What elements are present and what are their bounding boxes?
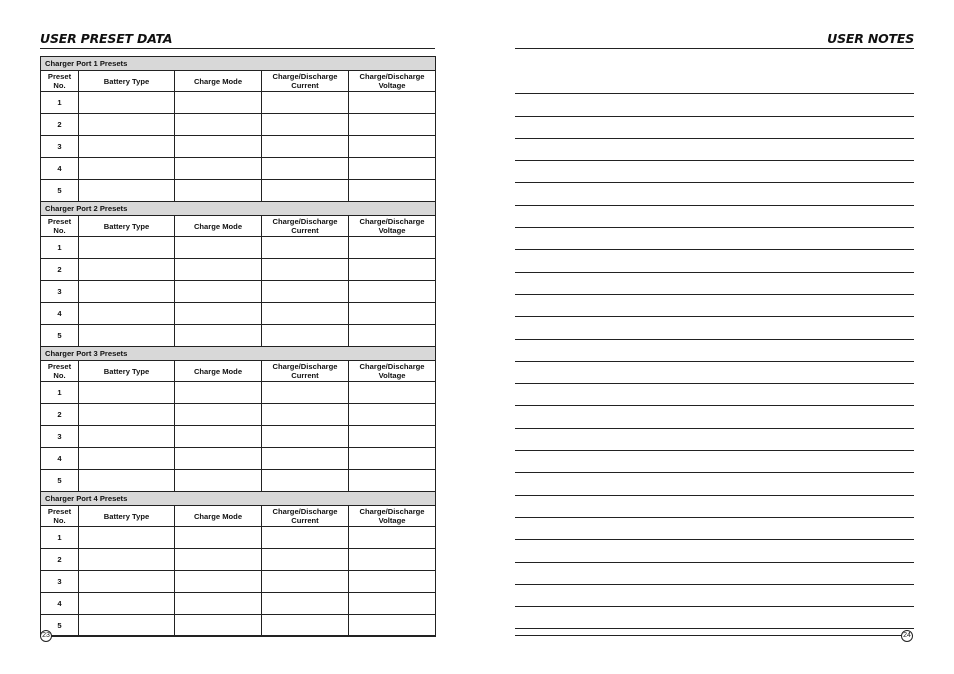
note-line bbox=[515, 384, 914, 406]
page-number: 23 bbox=[40, 630, 52, 642]
blank-entry-cell bbox=[349, 92, 436, 114]
table-row bbox=[41, 259, 436, 281]
column-header: Preset No. bbox=[41, 361, 79, 382]
note-line bbox=[515, 585, 914, 607]
blank-entry-cell bbox=[262, 593, 349, 615]
blank-entry-cell bbox=[79, 448, 175, 470]
section-title: Charger Port 2 Presets bbox=[41, 202, 436, 216]
blank-entry-cell bbox=[79, 527, 175, 549]
blank-entry-cell bbox=[349, 136, 436, 158]
note-line bbox=[515, 340, 914, 362]
preset-number: 5 bbox=[41, 615, 79, 637]
blank-entry-cell bbox=[349, 404, 436, 426]
column-header: Preset No. bbox=[41, 506, 79, 527]
blank-entry-cell bbox=[262, 527, 349, 549]
blank-entry-cell bbox=[79, 92, 175, 114]
preset-number: 5 bbox=[41, 325, 79, 347]
right-page bbox=[515, 30, 914, 650]
blank-entry-cell bbox=[175, 325, 262, 347]
page-title-user-preset-data: USER PRESET DATA bbox=[40, 30, 435, 49]
blank-entry-cell bbox=[262, 92, 349, 114]
blank-entry-cell bbox=[262, 382, 349, 404]
blank-entry-cell bbox=[79, 404, 175, 426]
column-header: Preset No. bbox=[41, 216, 79, 237]
blank-entry-cell bbox=[349, 470, 436, 492]
table-row bbox=[41, 281, 436, 303]
blank-entry-cell bbox=[79, 180, 175, 202]
note-line bbox=[515, 139, 914, 161]
blank-entry-cell bbox=[349, 615, 436, 637]
blank-entry-cell bbox=[79, 259, 175, 281]
blank-entry-cell bbox=[175, 382, 262, 404]
column-header-row bbox=[41, 506, 436, 527]
column-header: Charge/Discharge Voltage bbox=[349, 361, 436, 382]
blank-entry-cell bbox=[79, 303, 175, 325]
blank-entry-cell bbox=[175, 448, 262, 470]
table-row bbox=[41, 158, 436, 180]
column-header: Preset No. bbox=[41, 71, 79, 92]
column-header: Charge Mode bbox=[175, 506, 262, 527]
section-title: Charger Port 3 Presets bbox=[41, 347, 436, 361]
footer-rule bbox=[52, 635, 435, 636]
note-line bbox=[515, 295, 914, 317]
table-row bbox=[41, 593, 436, 615]
table-row bbox=[41, 571, 436, 593]
blank-entry-cell bbox=[79, 158, 175, 180]
blank-entry-cell bbox=[262, 237, 349, 259]
blank-entry-cell bbox=[79, 615, 175, 637]
section-header-row bbox=[41, 202, 436, 216]
blank-entry-cell bbox=[175, 593, 262, 615]
table-row bbox=[41, 470, 436, 492]
blank-entry-cell bbox=[349, 448, 436, 470]
note-line bbox=[515, 206, 914, 228]
blank-entry-cell bbox=[262, 549, 349, 571]
blank-entry-cell bbox=[175, 259, 262, 281]
table-row bbox=[41, 325, 436, 347]
column-header: Charge/Discharge Current bbox=[262, 506, 349, 527]
column-header: Battery Type bbox=[79, 361, 175, 382]
note-line bbox=[515, 540, 914, 562]
blank-entry-cell bbox=[262, 158, 349, 180]
preset-number: 2 bbox=[41, 404, 79, 426]
preset-number: 3 bbox=[41, 426, 79, 448]
table-row bbox=[41, 382, 436, 404]
blank-entry-cell bbox=[79, 571, 175, 593]
note-line bbox=[515, 406, 914, 428]
column-header: Charge/Discharge Voltage bbox=[349, 216, 436, 237]
blank-entry-cell bbox=[262, 615, 349, 637]
note-line bbox=[515, 607, 914, 629]
blank-entry-cell bbox=[175, 237, 262, 259]
column-header: Charge/Discharge Current bbox=[262, 361, 349, 382]
blank-entry-cell bbox=[262, 426, 349, 448]
blank-entry-cell bbox=[175, 92, 262, 114]
column-header: Charge/Discharge Voltage bbox=[349, 71, 436, 92]
blank-entry-cell bbox=[175, 136, 262, 158]
table-row bbox=[41, 615, 436, 637]
preset-number: 2 bbox=[41, 259, 79, 281]
table-row bbox=[41, 136, 436, 158]
blank-entry-cell bbox=[349, 571, 436, 593]
table-row bbox=[41, 549, 436, 571]
blank-entry-cell bbox=[79, 281, 175, 303]
notes-lines bbox=[515, 72, 914, 629]
column-header: Charge Mode bbox=[175, 361, 262, 382]
table-row bbox=[41, 237, 436, 259]
column-header-row bbox=[41, 216, 436, 237]
blank-entry-cell bbox=[175, 527, 262, 549]
blank-entry-cell bbox=[262, 325, 349, 347]
section-title: Charger Port 1 Presets bbox=[41, 57, 436, 71]
blank-entry-cell bbox=[175, 549, 262, 571]
note-line bbox=[515, 72, 914, 94]
blank-entry-cell bbox=[79, 426, 175, 448]
blank-entry-cell bbox=[262, 259, 349, 281]
preset-number: 5 bbox=[41, 180, 79, 202]
page-title-user-notes: USER NOTES bbox=[515, 30, 914, 49]
blank-entry-cell bbox=[175, 303, 262, 325]
blank-entry-cell bbox=[349, 237, 436, 259]
blank-entry-cell bbox=[79, 325, 175, 347]
table-row bbox=[41, 92, 436, 114]
preset-number: 3 bbox=[41, 136, 79, 158]
blank-entry-cell bbox=[262, 114, 349, 136]
preset-number: 1 bbox=[41, 382, 79, 404]
left-page bbox=[40, 30, 435, 650]
column-header: Battery Type bbox=[79, 216, 175, 237]
column-header: Charge/Discharge Current bbox=[262, 71, 349, 92]
blank-entry-cell bbox=[175, 615, 262, 637]
blank-entry-cell bbox=[79, 114, 175, 136]
preset-data-table bbox=[40, 56, 436, 637]
blank-entry-cell bbox=[175, 180, 262, 202]
table-row bbox=[41, 527, 436, 549]
blank-entry-cell bbox=[349, 325, 436, 347]
note-line bbox=[515, 273, 914, 295]
column-header: Charge/Discharge Voltage bbox=[349, 506, 436, 527]
blank-entry-cell bbox=[79, 470, 175, 492]
blank-entry-cell bbox=[175, 281, 262, 303]
blank-entry-cell bbox=[79, 382, 175, 404]
note-line bbox=[515, 429, 914, 451]
table-row bbox=[41, 448, 436, 470]
note-line bbox=[515, 117, 914, 139]
preset-number: 3 bbox=[41, 281, 79, 303]
table-row bbox=[41, 114, 436, 136]
preset-number: 1 bbox=[41, 92, 79, 114]
blank-entry-cell bbox=[262, 571, 349, 593]
blank-entry-cell bbox=[175, 571, 262, 593]
blank-entry-cell bbox=[262, 470, 349, 492]
note-line bbox=[515, 183, 914, 205]
blank-entry-cell bbox=[79, 593, 175, 615]
table-row bbox=[41, 180, 436, 202]
note-line bbox=[515, 451, 914, 473]
blank-entry-cell bbox=[79, 549, 175, 571]
note-line bbox=[515, 496, 914, 518]
blank-entry-cell bbox=[262, 136, 349, 158]
blank-entry-cell bbox=[349, 382, 436, 404]
blank-entry-cell bbox=[79, 237, 175, 259]
section-header-row bbox=[41, 57, 436, 71]
note-line bbox=[515, 563, 914, 585]
blank-entry-cell bbox=[349, 180, 436, 202]
blank-entry-cell bbox=[79, 136, 175, 158]
blank-entry-cell bbox=[349, 426, 436, 448]
preset-number: 2 bbox=[41, 549, 79, 571]
section-header-row bbox=[41, 492, 436, 506]
table-row bbox=[41, 404, 436, 426]
column-header: Battery Type bbox=[79, 71, 175, 92]
blank-entry-cell bbox=[349, 259, 436, 281]
column-header: Charge Mode bbox=[175, 216, 262, 237]
section-title: Charger Port 4 Presets bbox=[41, 492, 436, 506]
table-row bbox=[41, 426, 436, 448]
blank-entry-cell bbox=[349, 593, 436, 615]
blank-entry-cell bbox=[349, 114, 436, 136]
blank-entry-cell bbox=[349, 303, 436, 325]
blank-entry-cell bbox=[262, 448, 349, 470]
page-number: 24 bbox=[901, 630, 913, 642]
blank-entry-cell bbox=[175, 404, 262, 426]
preset-number: 4 bbox=[41, 448, 79, 470]
blank-entry-cell bbox=[262, 180, 349, 202]
preset-number: 1 bbox=[41, 527, 79, 549]
blank-entry-cell bbox=[349, 527, 436, 549]
preset-number: 2 bbox=[41, 114, 79, 136]
preset-number: 4 bbox=[41, 593, 79, 615]
section-header-row bbox=[41, 347, 436, 361]
note-line bbox=[515, 161, 914, 183]
preset-number: 3 bbox=[41, 571, 79, 593]
blank-entry-cell bbox=[175, 158, 262, 180]
blank-entry-cell bbox=[175, 114, 262, 136]
column-header: Charge/Discharge Current bbox=[262, 216, 349, 237]
column-header: Battery Type bbox=[79, 506, 175, 527]
column-header-row bbox=[41, 71, 436, 92]
blank-entry-cell bbox=[349, 549, 436, 571]
preset-number: 4 bbox=[41, 158, 79, 180]
blank-entry-cell bbox=[175, 470, 262, 492]
note-line bbox=[515, 228, 914, 250]
note-line bbox=[515, 250, 914, 272]
blank-entry-cell bbox=[175, 426, 262, 448]
preset-number: 5 bbox=[41, 470, 79, 492]
column-header-row bbox=[41, 361, 436, 382]
blank-entry-cell bbox=[262, 281, 349, 303]
note-line bbox=[515, 94, 914, 116]
note-line bbox=[515, 518, 914, 540]
footer-rule bbox=[515, 635, 901, 636]
blank-entry-cell bbox=[262, 404, 349, 426]
column-header: Charge Mode bbox=[175, 71, 262, 92]
table-row bbox=[41, 303, 436, 325]
preset-number: 4 bbox=[41, 303, 79, 325]
blank-entry-cell bbox=[262, 303, 349, 325]
note-line bbox=[515, 473, 914, 495]
note-line bbox=[515, 317, 914, 339]
blank-entry-cell bbox=[349, 158, 436, 180]
note-line bbox=[515, 362, 914, 384]
preset-number: 1 bbox=[41, 237, 79, 259]
blank-entry-cell bbox=[349, 281, 436, 303]
